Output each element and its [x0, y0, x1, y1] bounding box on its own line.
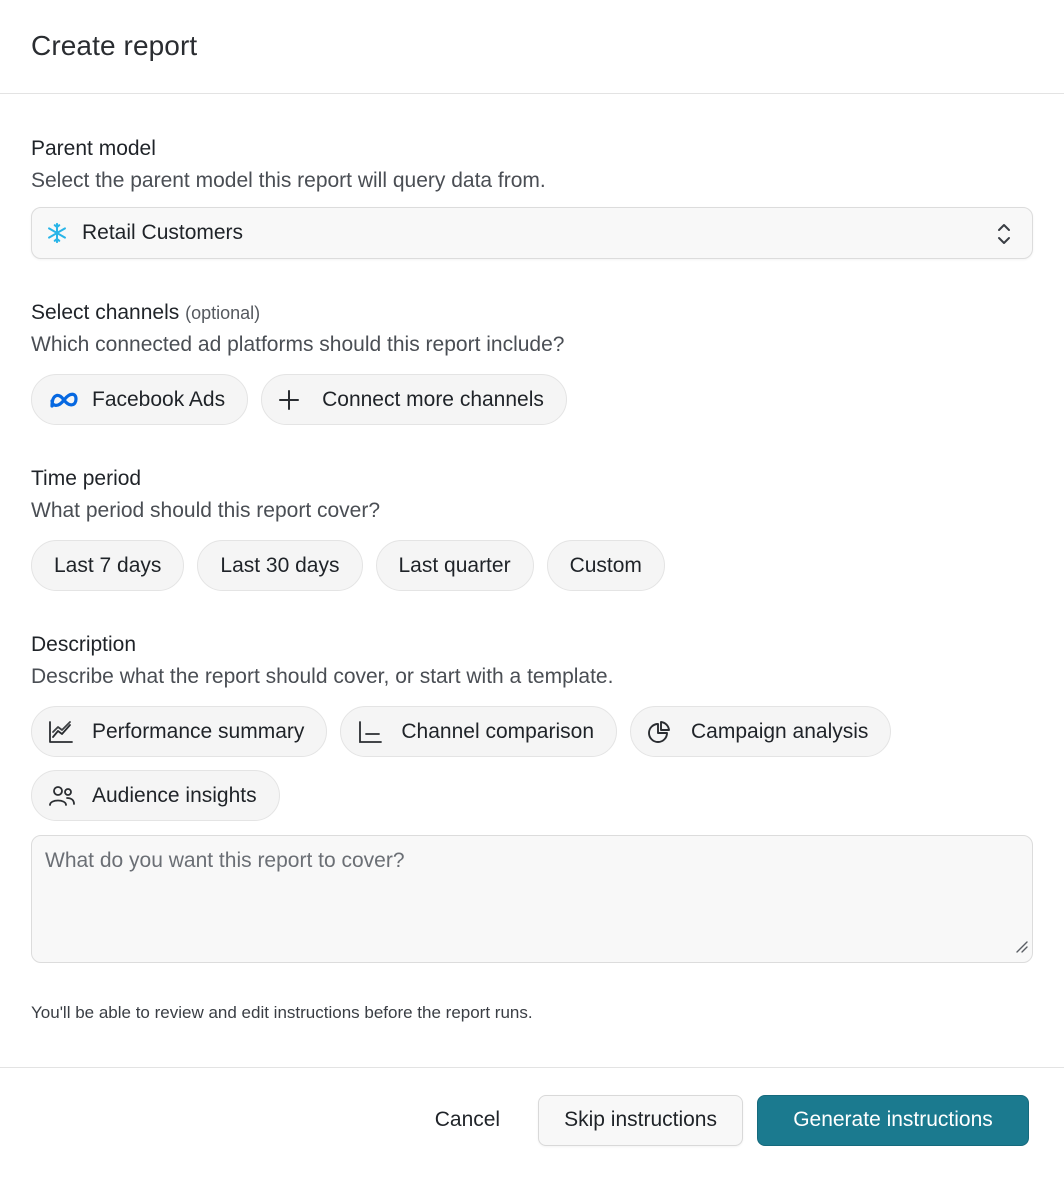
dialog-body	[0, 94, 1064, 1023]
time-option-last-30-days[interactable]: Last 30 days	[197, 540, 362, 591]
snowflake-icon	[46, 222, 68, 244]
channel-facebook-ads[interactable]	[31, 374, 248, 425]
time-period-description: What period should this report cover?	[31, 499, 381, 522]
skip-instructions-button[interactable]: Skip instructions	[538, 1095, 743, 1146]
bar-axis-icon	[357, 720, 391, 744]
channels-list	[31, 374, 1033, 425]
template-campaign-analysis[interactable]	[630, 706, 891, 757]
chevron-up-down-icon	[996, 221, 1012, 252]
time-period-options	[31, 540, 1033, 591]
resize-grip-icon[interactable]	[1013, 938, 1029, 959]
connect-more-channels-button[interactable]	[261, 374, 567, 425]
template-list	[31, 706, 1033, 821]
pie-chart-icon	[647, 720, 681, 744]
meta-icon	[48, 388, 82, 412]
template-performance-summary[interactable]	[31, 706, 327, 757]
review-note: You'll be able to review and edit instructions before the report runs.	[31, 1003, 533, 1022]
channel-label: Facebook Ads	[92, 387, 226, 411]
time-option-last-quarter[interactable]: Last quarter	[376, 540, 534, 591]
plus-icon	[278, 388, 312, 412]
parent-model-section	[31, 94, 1033, 259]
dialog-header	[0, 0, 1064, 94]
users-icon	[48, 784, 82, 808]
channels-title	[31, 300, 1033, 326]
template-label: Performance summary	[92, 719, 305, 743]
dialog-footer	[0, 1067, 1064, 1180]
description-placeholder: What do you want this report to cover?	[45, 849, 405, 872]
time-option-last-7-days[interactable]: Last 7 days	[31, 540, 184, 591]
channels-section	[31, 300, 1033, 425]
parent-model-description: Select the parent model this report will query data from.	[31, 169, 546, 192]
description-textarea[interactable]	[31, 835, 1033, 963]
template-label: Audience insights	[92, 783, 257, 807]
channels-title-text: Select channels	[31, 301, 180, 324]
channels-description: Which connected ad platforms should this report include?	[31, 333, 565, 356]
connect-more-label: Connect more channels	[322, 387, 544, 411]
parent-model-title: Parent model	[31, 137, 156, 160]
parent-model-select[interactable]	[31, 207, 1033, 259]
time-option-custom[interactable]: Custom	[547, 540, 665, 591]
generate-instructions-button[interactable]: Generate instructions	[757, 1095, 1029, 1146]
dialog-title: Create report	[31, 30, 198, 61]
template-channel-comparison[interactable]	[340, 706, 617, 757]
time-period-title: Time period	[31, 467, 142, 490]
cancel-button[interactable]: Cancel	[409, 1095, 526, 1146]
template-label: Campaign analysis	[691, 719, 869, 743]
description-section	[31, 632, 1033, 963]
optional-label: (optional)	[185, 303, 261, 323]
parent-model-value: Retail Customers	[82, 221, 244, 244]
template-audience-insights[interactable]	[31, 770, 280, 821]
time-period-section	[31, 466, 1033, 591]
description-title: Description	[31, 633, 137, 656]
template-label: Channel comparison	[401, 719, 594, 743]
description-help: Describe what the report should cover, or start with a template.	[31, 665, 614, 688]
line-chart-icon	[48, 720, 82, 744]
